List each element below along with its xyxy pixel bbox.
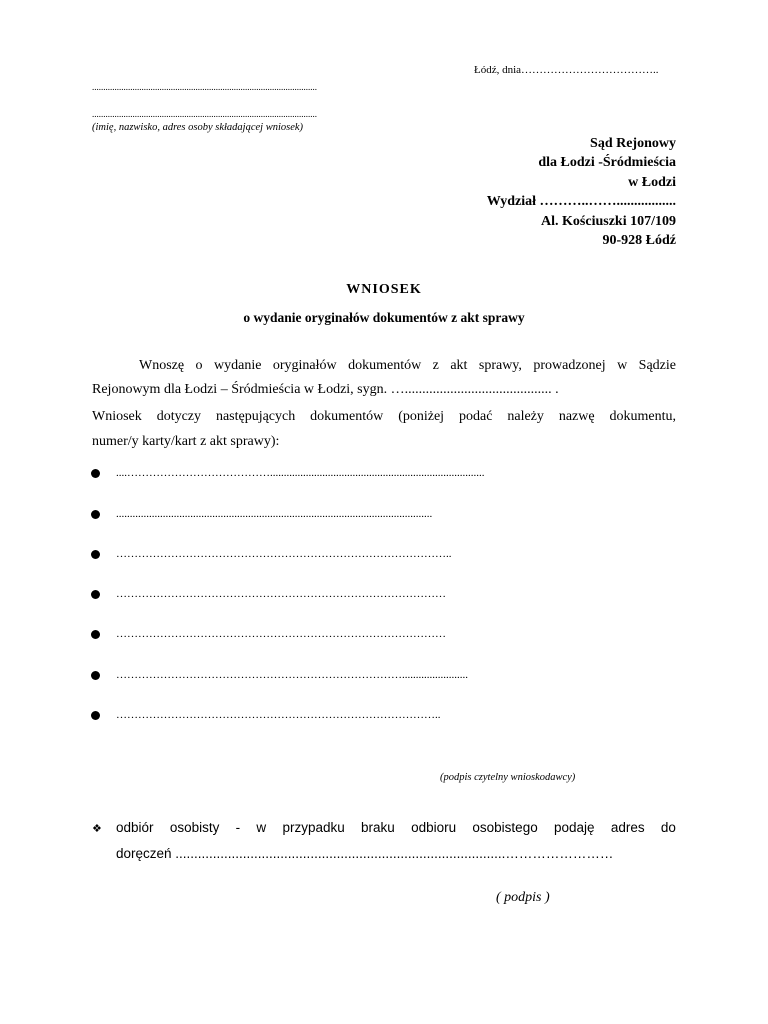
- signature-label: ( podpis ): [496, 890, 550, 905]
- court-postcode: 90-928 Łódź: [602, 233, 676, 248]
- applicant-line-2: ....................................................................................................: [92, 109, 317, 119]
- pickup-word: braku: [361, 820, 395, 835]
- list-item: ………………………………………………………………………………..: [116, 548, 452, 560]
- document-title: WNIOSEK: [346, 282, 422, 297]
- pickup-word: przypadku: [282, 820, 345, 835]
- court-name: Sąd Rejonowy: [590, 136, 676, 151]
- bullet-icon: [91, 590, 100, 599]
- bullet-icon: [91, 510, 100, 519]
- applicant-caption: (imię, nazwisko, adres osoby składającej wniosek): [92, 122, 304, 133]
- pickup-word: osobisty: [169, 820, 220, 835]
- court-street: Al. Kościuszki 107/109: [541, 214, 676, 229]
- pickup-word: w: [256, 820, 267, 835]
- list-item: ……………………………………………………………………………..: [116, 709, 441, 721]
- list-item: ………………………………………………………………………………: [116, 628, 446, 640]
- pickup-word: odbiór: [116, 820, 154, 835]
- body-para2-line1: Wniosek dotyczy następujących dokumentów (poniżej podać należy nazwę dokumentu,: [92, 409, 676, 424]
- pickup-word: -: [235, 820, 241, 835]
- court-branch: dla Łodzi -Śródmieścia: [538, 155, 676, 170]
- pickup-word: adres: [610, 820, 645, 835]
- applicant-line-1: ....................................................................................................: [92, 82, 317, 92]
- bullet-icon: [91, 630, 100, 639]
- diamond-bullet-icon: ❖: [92, 823, 102, 835]
- pickup-line-1: [116, 820, 676, 835]
- pickup-word: do: [660, 820, 676, 835]
- pickup-word: podaję: [554, 820, 595, 835]
- signature-caption: (podpis czytelny wnioskodawcy): [440, 772, 576, 783]
- list-item: ....…………………………………..............................................................................: [116, 467, 485, 479]
- place-date: Łódź, dnia………………………………..: [474, 64, 659, 76]
- court-division: Wydział ………..…….................: [486, 194, 676, 209]
- bullet-icon: [91, 550, 100, 559]
- bullet-icon: [91, 469, 100, 478]
- list-item: ………………………………………………………………………………: [116, 588, 446, 600]
- court-city: w Łodzi: [628, 175, 676, 190]
- document-subtitle: o wydanie oryginałów dokumentów z akt sprawy: [243, 310, 525, 325]
- list-item: ……………………………………………………………………........................: [116, 669, 468, 681]
- body-para1-line2: Rejonowym dla Łodzi – Śródmieścia w Łodzi, sygn. ….......................................... .: [92, 382, 559, 397]
- pickup-line-2: doręczeń ........................................................................................……………………: [116, 846, 614, 861]
- bullet-icon: [91, 711, 100, 720]
- body-para1-line1: Wnoszę o wydanie oryginałów dokumentów z akt sprawy, prowadzonej w Sądzie: [139, 358, 676, 373]
- bullet-icon: [91, 671, 100, 680]
- pickup-word: osobistego: [472, 820, 538, 835]
- pickup-word: odbioru: [411, 820, 457, 835]
- list-item: ...................................................................................................................: [116, 508, 433, 520]
- body-para2-line2: numer/y karty/kart z akt sprawy):: [92, 434, 280, 449]
